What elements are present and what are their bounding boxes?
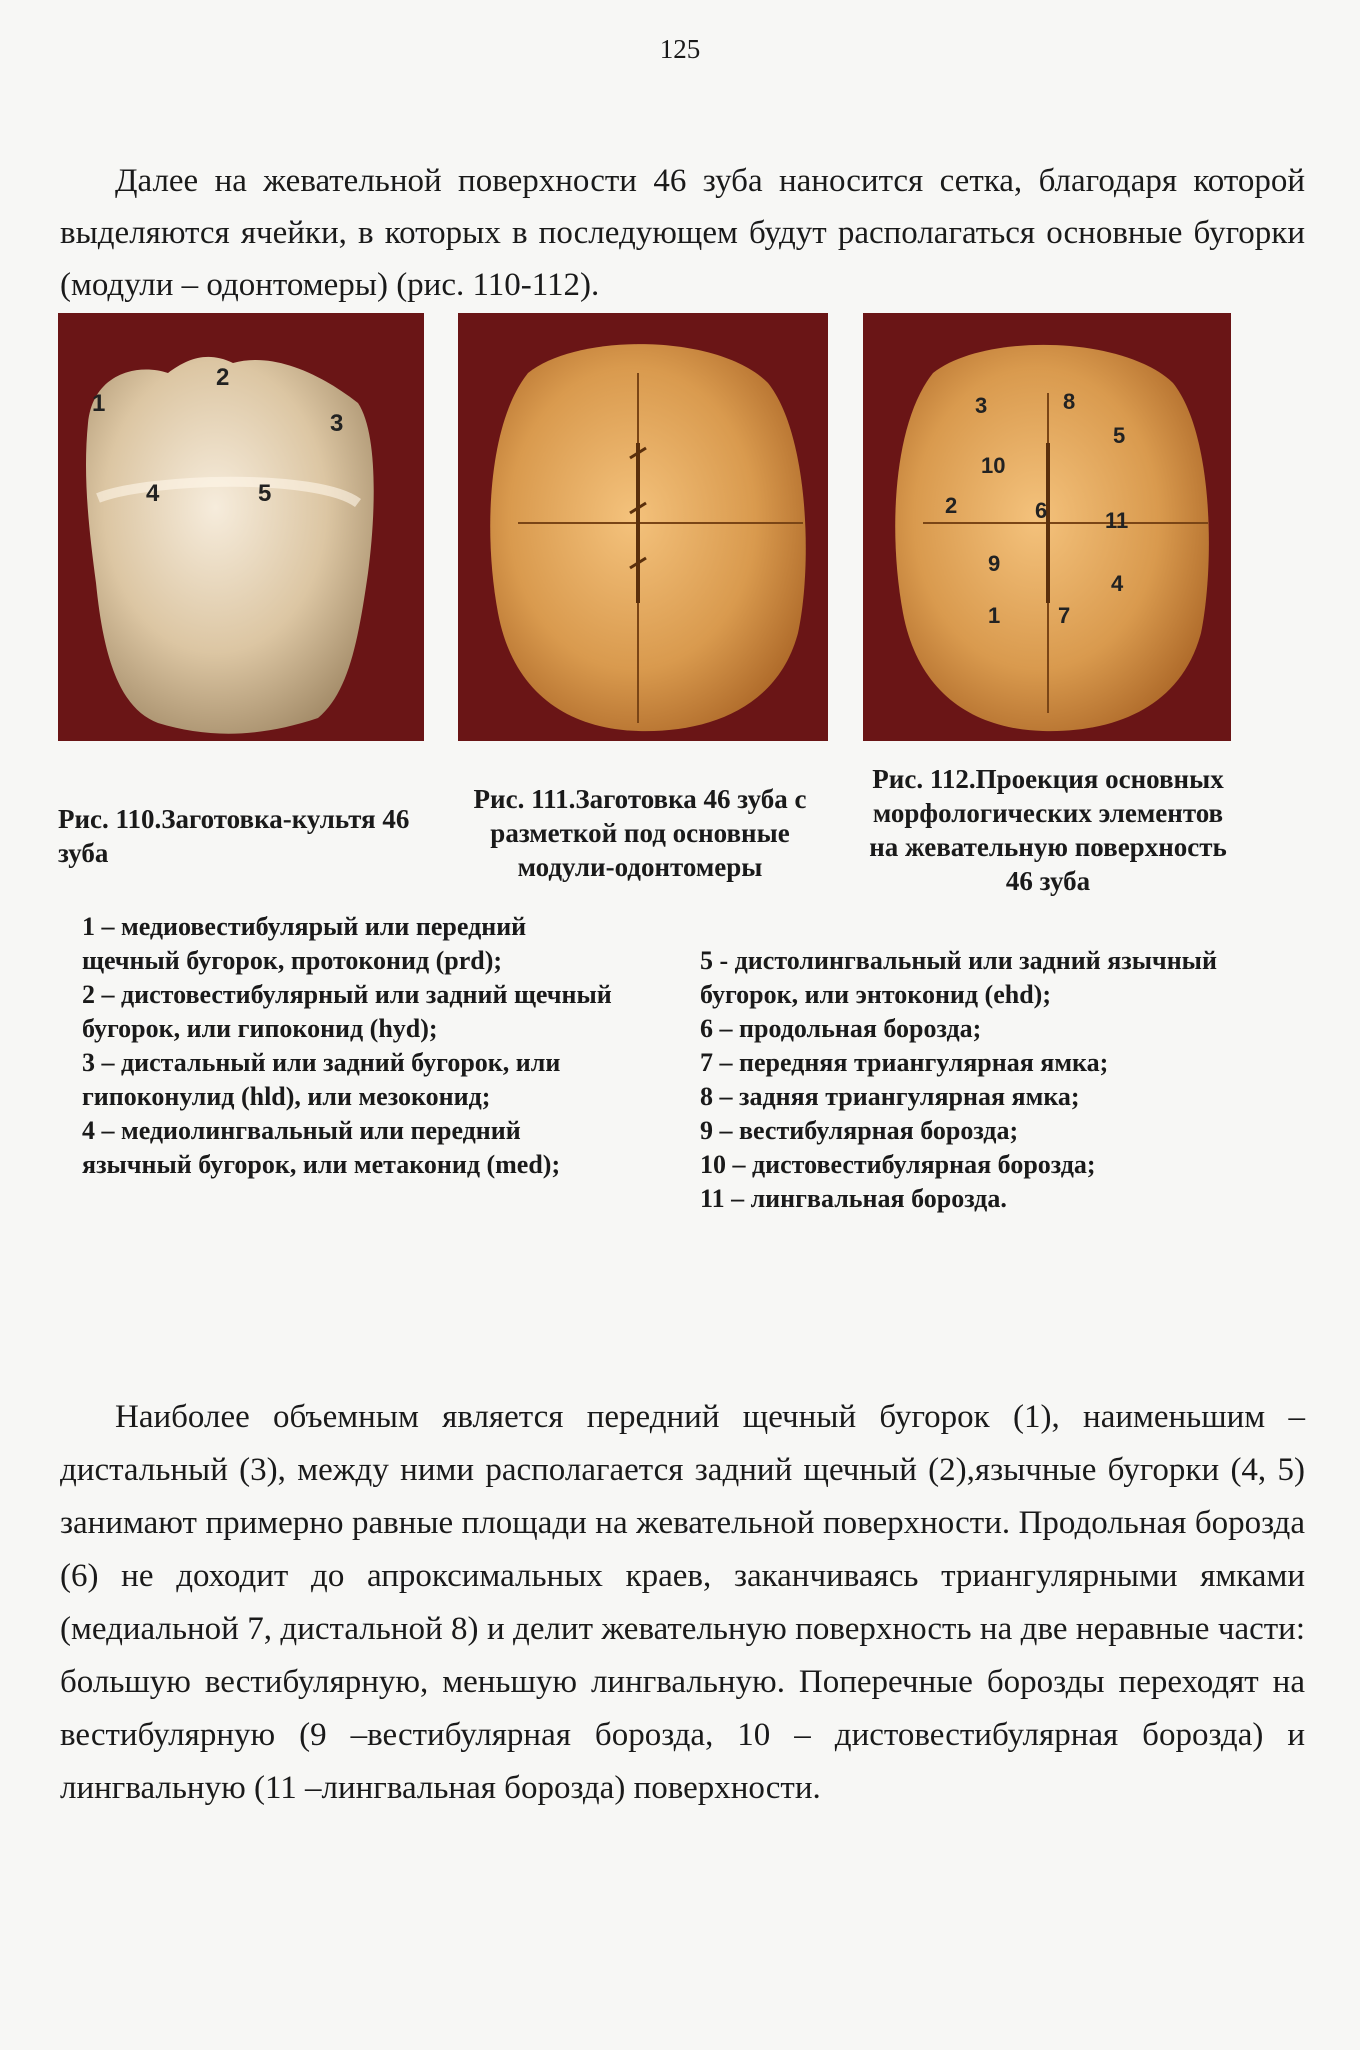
fig112-label-3: 3 <box>975 393 988 418</box>
paragraph-description: Наиболее объемным является передний щечный бугорок (1), наименьшим – дистальный (3), между ними располагается задний щечный (2),язычные бугорки (4, 5) занимают примерно равные площади на жевательной поверхности. Продольная борозда (6) не доходит до апроксимальных краев, заканчиваясь триангулярными ямками (медиальной 7, дистальной 8) и делит жевательную поверхность на две неравные части: большую вестибулярную, меньшую лингвальную. Поперечные борозды переходят на вестибулярную (9 –вестибулярная борозда, 10 – дистовестибулярная борозда) и лингвальную (11 –лингвальная борозда) поверхности. <box>60 1399 1305 1806</box>
legend-item: 5 - дистолингвальный или задний язычный бугорок, или энтоконид (ehd); <box>700 946 1217 1009</box>
legend-item: 1 – медиовестибулярый или передний щечный бугорок, протоконид (prd); <box>82 912 527 975</box>
page-number: 125 <box>659 34 701 64</box>
fig112-label-4: 4 <box>1111 571 1124 596</box>
legend-item: 10 – дистовестибулярная борозда; <box>700 1150 1096 1179</box>
figure-110-image <box>58 313 424 741</box>
legend-item: 11 – лингвальная борозда. <box>700 1184 1007 1213</box>
fig112-label-5: 5 <box>1113 423 1126 448</box>
legend-item: 8 – задняя триангулярная ямка; <box>700 1082 1080 1111</box>
tooth-wax-occlusal <box>895 345 1209 731</box>
fig112-label-9: 9 <box>988 551 1001 576</box>
fig112-label-11: 11 <box>1105 508 1129 533</box>
fig110-label-1: 1 <box>92 390 106 417</box>
fig112-label-8: 8 <box>1063 389 1076 414</box>
figure-111-caption: Рис. 111.Заготовка 46 зуба с разметкой под основные модули-одонтомеры <box>473 784 807 882</box>
figure-112-image <box>863 313 1231 741</box>
fig112-label-1: 1 <box>988 603 1001 628</box>
legend-item: 9 – вестибулярная борозда; <box>700 1116 1019 1145</box>
paragraph-intro: Далее на жевательной поверхности 46 зуба наносится сетка, благодаря которой выделяются ячейки, в которых в последующем будут располагаться основные бугорки (модули – одонтомеры) (рис. 110-112). <box>60 163 1305 303</box>
legend-item: 2 – дистовестибулярный или задний щечный бугорок, или гипоконид (hyd); <box>82 980 612 1043</box>
figure-111-image <box>458 313 828 741</box>
fig112-label-10: 10 <box>981 453 1006 478</box>
legend-item: 4 – медиолингвальный или передний язычный бугорок, или метаконид (med); <box>82 1116 561 1179</box>
figure-110-caption: Рис. 110.Заготовка-культя 46 зуба <box>58 804 410 868</box>
legend-item: 3 – дистальный или задний бугорок, или гипоконулид (hld), или мезоконид; <box>82 1048 561 1111</box>
legend-left <box>82 910 622 1182</box>
legend-right <box>700 944 1300 1216</box>
figure-112-caption: Рис. 112.Проекция основных морфологических элементов на жевательную поверхность 46 зуба <box>869 764 1227 896</box>
fig110-label-3: 3 <box>330 410 344 437</box>
fig112-label-7: 7 <box>1058 603 1071 628</box>
fig110-label-5: 5 <box>258 480 272 507</box>
fig112-label-2: 2 <box>945 493 958 518</box>
fig112-label-6: 6 <box>1035 498 1048 523</box>
legend-item: 6 – продольная борозда; <box>700 1014 982 1043</box>
fig110-label-2: 2 <box>216 364 230 391</box>
tooth-wax-occlusal <box>490 344 806 731</box>
legend-item: 7 – передняя триангулярная ямка; <box>700 1048 1109 1077</box>
fig110-label-4: 4 <box>146 480 160 507</box>
